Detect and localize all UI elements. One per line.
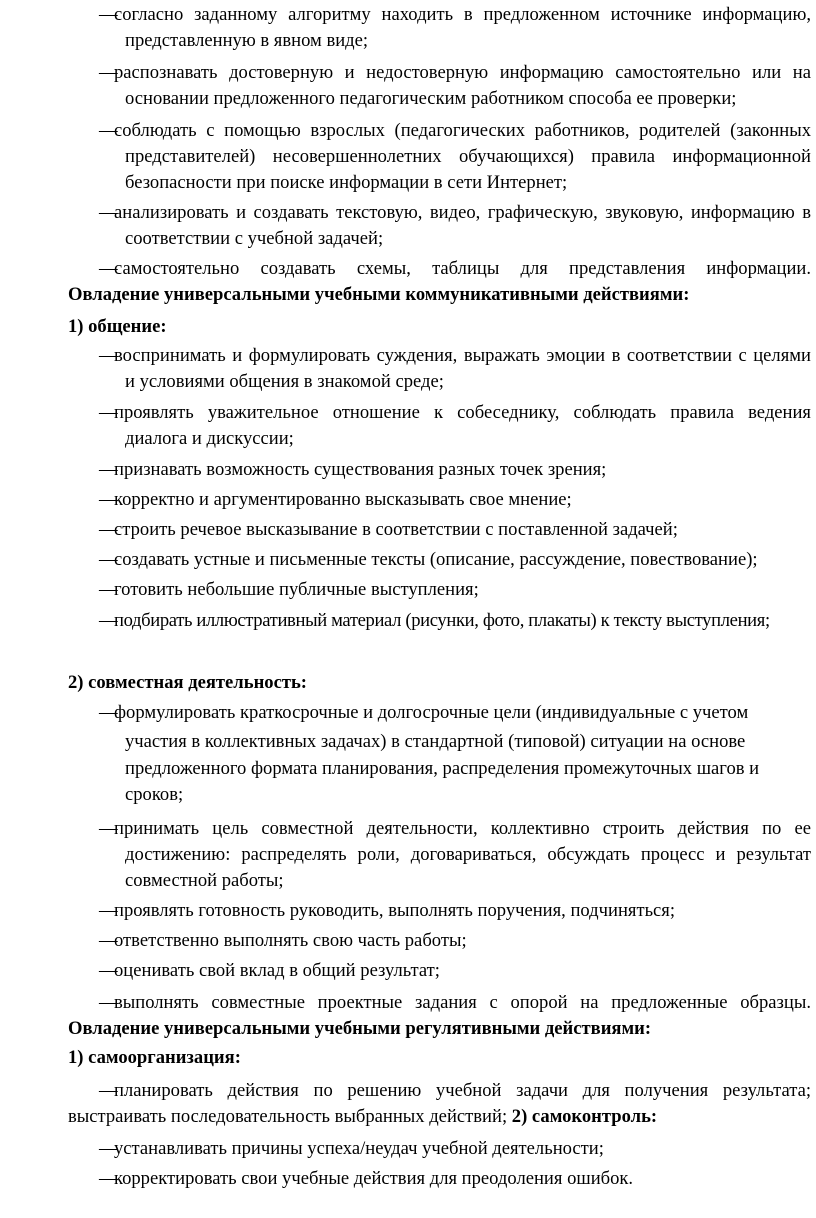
list-item-text-cont: и условиями общения в знакомой среде; — [125, 371, 444, 392]
list-item — [68, 990, 811, 1016]
list-item-text: проявлять уважительное отношение к собеседнику, соблюдать правила ведения — [114, 402, 811, 423]
dash-marker: ― — [99, 900, 118, 921]
list-item-text: формулировать краткосрочные и долгосрочные цели (индивидуальные с учетом — [114, 702, 749, 723]
subsection-heading: 2) самоконтроль: — [511, 1106, 658, 1127]
dash-marker: ― — [99, 930, 118, 951]
list-item-text: признавать возможность существования разных точек зрения; — [114, 459, 607, 480]
dash-marker: ― — [99, 202, 118, 223]
paragraph-text: выстраивать последовательность выбранных действий; — [68, 1106, 508, 1127]
list-item — [68, 2, 811, 54]
dash-marker: ― — [99, 579, 118, 600]
list-item — [68, 118, 811, 196]
list-item-text-cont: диалога и дискуссии; — [125, 428, 294, 449]
subsection-heading: 1) общение: — [68, 316, 167, 337]
dash-marker: ― — [99, 992, 118, 1013]
list-item-text: выполнять совместные проектные задания с опорой на предложенные образцы. — [114, 992, 811, 1013]
list-item-text: принимать цель совместной деятельности, коллективно строить действия по ее — [114, 818, 811, 839]
dash-marker: ― — [99, 1138, 118, 1159]
dash-marker: ― — [99, 258, 118, 279]
dash-marker: ― — [99, 4, 118, 25]
list-item-text: корректировать свои учебные действия для преодоления ошибок. — [114, 1168, 634, 1189]
dash-marker: ― — [99, 549, 118, 570]
list-item-text-cont: достижению: распределять роли, договариваться, обсуждать процесс и результат совместной работы; — [125, 844, 811, 891]
list-item — [68, 343, 811, 395]
list-item-text: соблюдать с помощью взрослых (педагогических работников, родителей (законных — [114, 120, 811, 141]
subsection-heading: 2) совместная деятельность: — [68, 672, 307, 693]
list-item-text: создавать устные и письменные тексты (описание, рассуждение, повествование); — [114, 549, 758, 570]
dash-marker: ― — [99, 1080, 118, 1101]
paragraph-text: планировать действия по решению учебной задачи для получения результата; — [114, 1080, 811, 1101]
list-item-text-cont: основании предложенного педагогическим работником способа ее проверки; — [125, 88, 737, 109]
dash-marker: ― — [99, 519, 118, 540]
dash-marker: ― — [99, 818, 118, 839]
section-heading: Овладение универсальными учебными регулятивными действиями: — [68, 1018, 652, 1039]
subsection-heading: 1) самоорганизация: — [68, 1047, 241, 1068]
dash-marker: ― — [99, 1168, 118, 1189]
dash-marker: ― — [99, 345, 118, 366]
list-item-text: воспринимать и формулировать суждения, выражать эмоции в соответствии с целями — [114, 345, 811, 366]
list-item-text: оценивать свой вклад в общий результат; — [114, 960, 440, 981]
list-item-text-cont: представленную в явном виде; — [125, 30, 369, 51]
list-item-text: готовить небольшие публичные выступления; — [114, 579, 479, 600]
list-item-text: распознавать достоверную и недостоверную информацию самостоятельно или на — [114, 62, 811, 83]
list-item-text: устанавливать причины успеха/неудач учебной деятельности; — [114, 1138, 604, 1159]
dash-marker: ― — [99, 120, 118, 141]
list-item-text: самостоятельно создавать схемы, таблицы для представления информации. — [114, 258, 811, 279]
list-item-text: анализировать и создавать текстовую, видео, графическую, звуковую, информацию в — [114, 202, 811, 223]
list-item — [68, 256, 811, 282]
section-heading: Овладение универсальными учебными коммуникативными действиями: — [68, 284, 690, 305]
dash-marker: ― — [99, 402, 118, 423]
list-item-text-cont: соответствии с учебной задачей; — [125, 228, 384, 249]
dash-marker: ― — [99, 702, 118, 723]
list-item-text: подбирать иллюстративный материал (рисунки, фото, плакаты) к тексту выступления; — [114, 610, 770, 631]
list-item-text: согласно заданному алгоритму находить в предложенном источнике информацию, — [114, 4, 811, 25]
dash-marker: ― — [99, 459, 118, 480]
list-item-text: проявлять готовность руководить, выполнять поручения, подчиняться; — [114, 900, 676, 921]
dash-marker: ― — [99, 960, 118, 981]
paragraph-cont — [68, 1104, 811, 1130]
dash-marker: ― — [99, 489, 118, 510]
list-item — [68, 60, 811, 112]
list-item-text-cont: представителей) несовершеннолетних обучающихся) правила информационной безопасности при поиске информации в сети Интернет; — [125, 146, 811, 193]
paragraph — [68, 1078, 811, 1104]
dash-marker: ― — [99, 62, 118, 83]
dash-marker: ― — [99, 610, 118, 631]
list-item-text: корректно и аргументированно высказывать свое мнение; — [114, 489, 572, 510]
list-item-text-cont: участия в коллективных задачах) в стандартной (типовой) ситуации на основе предложенного формата планирования, распределения промежуточных шагов и сроков; — [125, 731, 760, 805]
list-item — [68, 200, 811, 252]
list-item-text: строить речевое высказывание в соответствии с поставленной задачей; — [114, 519, 678, 540]
list-item — [68, 816, 811, 894]
list-item-text: ответственно выполнять свою часть работы; — [114, 930, 467, 951]
list-item — [68, 400, 811, 452]
